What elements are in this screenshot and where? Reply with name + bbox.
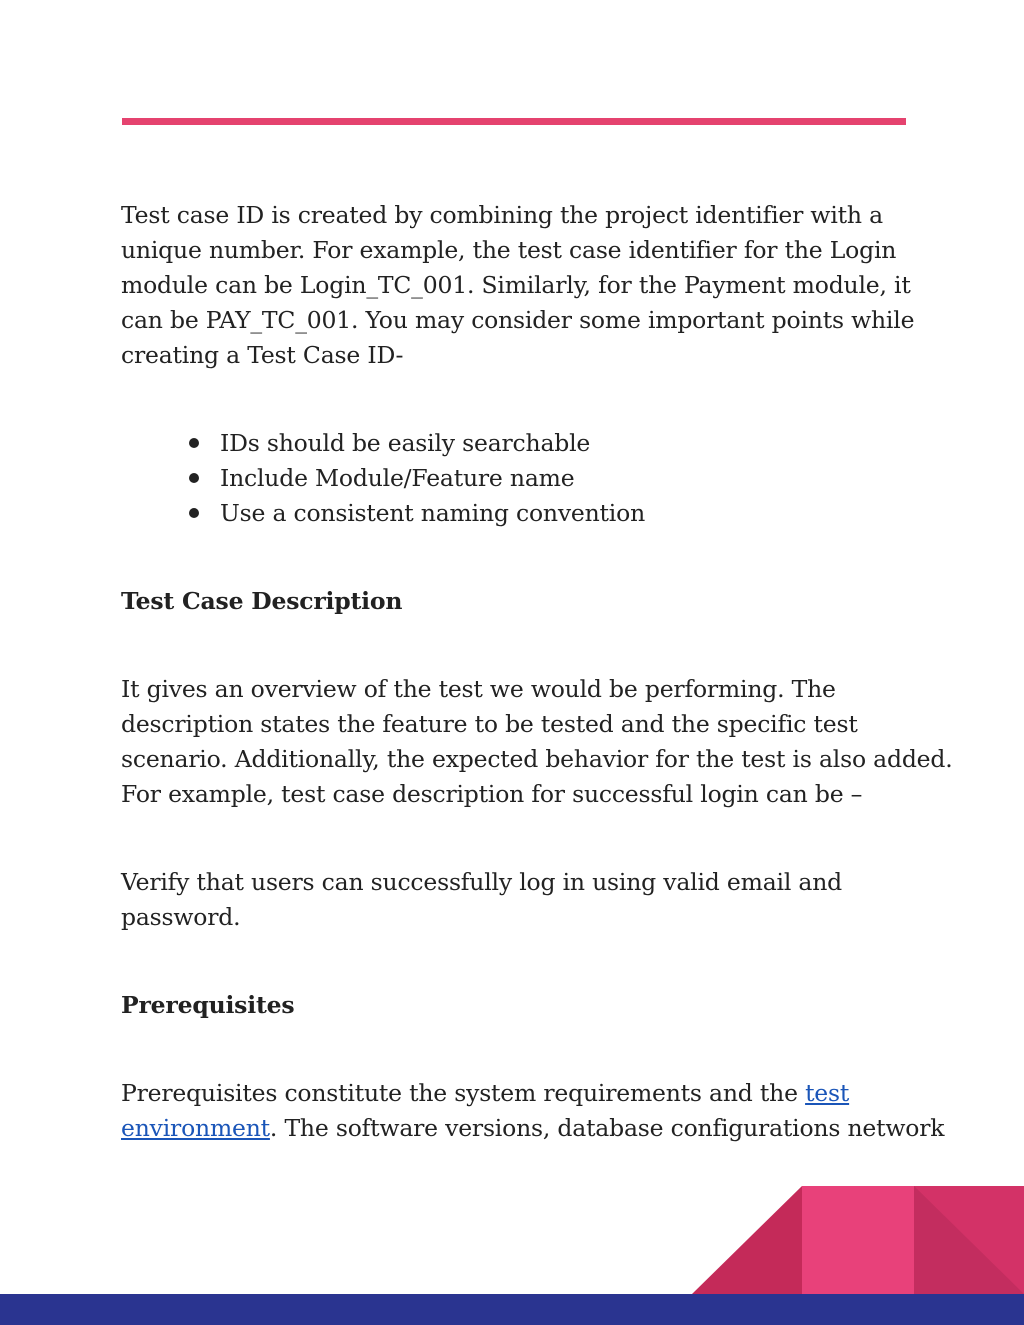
intro-paragraph bbox=[121, 198, 915, 373]
list-item-text: Use a consistent naming convention bbox=[220, 499, 646, 527]
section-heading-description: Test Case Description bbox=[121, 587, 403, 615]
list-item bbox=[189, 461, 911, 496]
spacer bbox=[121, 935, 911, 988]
spacer bbox=[121, 812, 911, 865]
corner-triangle-left bbox=[692, 1186, 802, 1294]
bullet-icon bbox=[189, 438, 199, 448]
bullet-icon bbox=[189, 473, 199, 483]
text-line: description states the feature to be tested and the specific test bbox=[121, 710, 858, 738]
text-line: password. bbox=[121, 903, 241, 931]
text-line: It gives an overview of the test we would be performing. The bbox=[121, 675, 836, 703]
bullet-icon bbox=[189, 508, 199, 518]
text-line: can be PAY_TC_001. You may consider some important points while bbox=[121, 306, 915, 334]
text-line: For example, test case description for successful login can be – bbox=[121, 780, 863, 808]
spacer bbox=[121, 1023, 911, 1076]
description-paragraph bbox=[121, 672, 953, 812]
text-segment: . The software versions, database configurations network bbox=[269, 1114, 945, 1142]
text-line: scenario. Additionally, the expected behavior for the test is also added. bbox=[121, 745, 953, 773]
text-line bbox=[121, 1111, 945, 1146]
list-item bbox=[189, 426, 911, 461]
list-item bbox=[189, 496, 911, 531]
test-environment-link[interactable]: test bbox=[805, 1079, 850, 1107]
text-line: Verify that users can successfully log in using valid email and bbox=[121, 868, 842, 896]
spacer bbox=[121, 373, 911, 426]
corner-shade bbox=[914, 1186, 1024, 1294]
example-paragraph bbox=[121, 865, 911, 935]
text-line bbox=[121, 1076, 911, 1111]
text-segment: Prerequisites constitute the system requirements and the bbox=[121, 1079, 806, 1107]
section-heading-prerequisites: Prerequisites bbox=[121, 991, 295, 1019]
text-line: Test case ID is created by combining the project identifier with a bbox=[121, 201, 883, 229]
corner-block-right bbox=[914, 1186, 1024, 1294]
text-line: module can be Login_TC_001. Similarly, for the Payment module, it bbox=[121, 271, 911, 299]
list-item-text: IDs should be easily searchable bbox=[220, 429, 591, 457]
prerequisites-paragraph bbox=[121, 1076, 945, 1146]
spacer bbox=[121, 531, 911, 584]
corner-block-middle bbox=[802, 1186, 914, 1294]
document-body bbox=[121, 198, 953, 1146]
spacer bbox=[121, 619, 911, 672]
id-guidelines-list bbox=[121, 426, 911, 531]
test-environment-link[interactable]: environment bbox=[121, 1114, 270, 1142]
text-line: creating a Test Case ID- bbox=[121, 341, 404, 369]
footer-bar bbox=[0, 1294, 1024, 1325]
text-line: unique number. For example, the test case identifier for the Login bbox=[121, 236, 897, 264]
list-item-text: Include Module/Feature name bbox=[220, 464, 575, 492]
header-accent-rule bbox=[122, 118, 906, 125]
